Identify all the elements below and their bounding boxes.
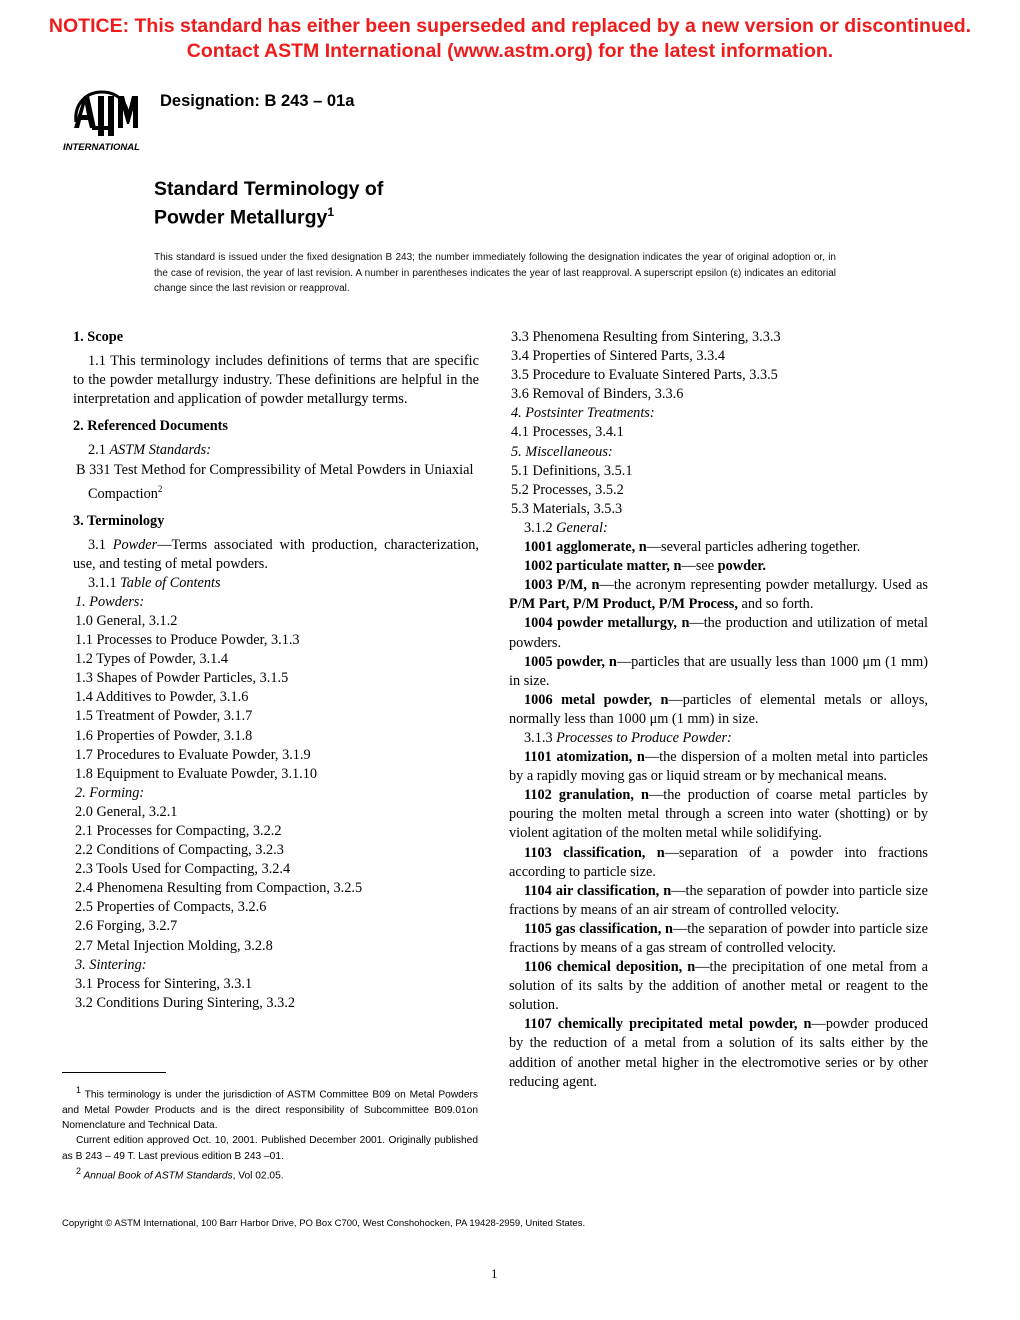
definition-text: —the separation of powder into particle size fractions by means of an air stream of controlled velocity.: [509, 882, 928, 918]
toc-item: 5.3 Materials, 3.5.3: [511, 500, 623, 517]
toc-item: 2.7 Metal Injection Molding, 3.2.8: [75, 937, 273, 954]
toc-item: 2.0 General, 3.2.1: [75, 803, 178, 820]
footnote-2: [62, 1164, 478, 1184]
refdocs-subheading: [73, 441, 479, 460]
toc-item: 2.1 Processes for Compacting, 3.2.2: [75, 823, 282, 840]
definition-text: —the production and utilization of metal powders.: [509, 615, 928, 651]
definition: [509, 557, 928, 576]
definition: [509, 882, 928, 920]
definition-term: 1006 metal powder, n: [524, 691, 669, 708]
proc-num: 3.1.3: [524, 729, 557, 746]
refdocs-heading: 2. Referenced Documents: [73, 418, 228, 435]
def-1003-text: —the acronym representing powder metallurgy. Used as: [599, 577, 928, 594]
definition-term: 1001 agglomerate, n: [524, 539, 647, 556]
toc-item: 3.5 Procedure to Evaluate Sintered Parts, 3.3.5: [511, 367, 778, 384]
supersession-notice: [0, 14, 1020, 64]
toc-item: 2. Forming:: [75, 784, 145, 801]
toc-item: 3. Sintering:: [75, 956, 147, 973]
definition-text: —particles that are usually less than 1000 μm (1 mm) in size.: [509, 653, 928, 689]
toc-item: 2.3 Tools Used for Compacting, 3.2.4: [75, 861, 291, 878]
scope-heading: 1. Scope: [73, 329, 124, 345]
copyright: Copyright © ASTM International, 100 Barr Harbor Drive, PO Box C700, West Conshohocken, PA 19428-2959, United States.: [62, 1218, 586, 1229]
toc-heading: [73, 574, 479, 593]
footnote-1-text: This terminology is under the jurisdiction of ASTM Committee B09 on Metal Powders and Metal Powder Products and is the direct responsibility of Subcommittee B09.01on Nomenclature and Technical Data.: [62, 1089, 478, 1131]
designation: Designation: B 243 – 01a: [160, 92, 355, 110]
definition-text: —the precipitation of one metal from a solution of its salts by the addition of another metal or reagent to the solution.: [509, 959, 929, 1014]
toc-item: 1.5 Treatment of Powder, 3.1.7: [75, 708, 253, 725]
toc-list-right: [509, 328, 928, 519]
term-31-text: —Terms associated with production, characterization, use, and testing of metal powders.: [73, 536, 479, 572]
definition: [509, 958, 928, 1015]
refdocs-item-text: B 331 Test Method for Compressibility of Metal Powders in Uniaxial Compaction: [76, 461, 474, 502]
page-number: 1: [491, 1266, 498, 1281]
general-heading: [509, 519, 928, 538]
definition-text: —the separation of powder into particle size fractions by means of a gas stream of controlled velocity.: [509, 920, 928, 956]
toc-item: 1.0 General, 3.1.2: [75, 612, 178, 629]
definition: [509, 844, 928, 882]
definition-term: 1104 air classification, n: [524, 882, 672, 899]
scope-text: 1.1 This terminology includes definitions of terms that are specific to the powder metallurgy industry. These definitions are helpful in the interpretation and application of powder metallurgy terms.: [73, 353, 479, 408]
refdocs-item: [73, 461, 479, 504]
definition-text: —see: [681, 558, 718, 575]
footnote-1b: Current edition approved Oct. 10, 2001. Published December 2001. Originally published as B 243 – 49 T. Last previous edition B 243 –01.: [62, 1135, 478, 1162]
astm-logo: [62, 82, 144, 154]
definitions-group-b: [509, 614, 928, 729]
toc-item: 1.8 Equipment to Evaluate Powder, 3.1.10: [75, 765, 318, 782]
title-footnote-mark: 1: [327, 205, 335, 219]
definition-term: 1102 granulation, n: [524, 787, 649, 804]
def-1003-tail: and so forth.: [737, 596, 814, 613]
terminology-3-1: [73, 536, 479, 574]
toc-item: 2.6 Forging, 3.2.7: [75, 918, 178, 935]
toc-item: 1.6 Properties of Powder, 3.1.8: [75, 727, 253, 744]
definition-term: 1107 chemically precipitated metal powder, n: [524, 1016, 812, 1033]
notice-line-1: NOTICE: This standard has either been superseded and replaced by a new version or discontinued.: [48, 15, 972, 37]
general-num: 3.1.2: [524, 519, 557, 536]
def-1003-bold: P/M Part, P/M Product, P/M Process,: [509, 596, 738, 613]
footnotes: [62, 1083, 478, 1184]
definition: [509, 748, 928, 786]
term-31-num: 3.1: [88, 536, 113, 553]
document-title: [154, 178, 383, 230]
definition-text: —separation of a powder into fractions according to particle size.: [509, 844, 928, 880]
definition-term: 1101 atomization, n: [524, 749, 645, 766]
toc-item: 1.1 Processes to Produce Powder, 3.1.3: [75, 632, 300, 649]
definition: [509, 653, 928, 691]
refdocs-item-mark: 2: [157, 483, 163, 494]
toc-item: 3.4 Properties of Sintered Parts, 3.3.4: [511, 348, 726, 365]
definition-reference: powder.: [717, 558, 766, 575]
definition: [509, 786, 928, 843]
footnote-2-tail: , Vol 02.05.: [232, 1170, 284, 1182]
footnote-rule: [62, 1072, 166, 1073]
toc-item: 2.5 Properties of Compacts, 3.2.6: [75, 899, 267, 916]
toc-item: 2.4 Phenomena Resulting from Compaction, 3.2.5: [75, 880, 363, 897]
definition-1003: [509, 576, 928, 614]
toc-item: 5. Miscellaneous:: [511, 443, 613, 460]
term-31-label: Powder: [112, 536, 158, 553]
terminology-heading: 3. Terminology: [73, 512, 165, 529]
definition-text: —powder produced by the reduction of a metal from a solution of its salts either by the addition of another metal higher in the electromotive series or by other reducing agent.: [509, 1016, 928, 1090]
definition: [509, 614, 928, 652]
footnote-1: [62, 1083, 478, 1133]
term-1003: 1003 P/M, n: [524, 577, 600, 594]
definition-term: 1103 classification, n: [524, 844, 665, 861]
toc-label: Table of Contents: [120, 574, 221, 591]
toc-num: 3.1.1: [88, 574, 121, 591]
definition-text: —particles of elemental metals or alloys, normally less than 1000 μm (1 mm) in size.: [509, 691, 929, 727]
proc-label: Processes to Produce Powder:: [556, 729, 732, 746]
preamble: This standard is issued under the fixed designation B 243; the number immediately following the designation indicates the year of original adoption or, in the case of revision, the year of last revision. A number in parentheses indicates the year of last reapproval. A superscript epsilon (ε) indicates an editorial change since the last revision or reapproval.: [154, 252, 836, 294]
toc-item: 1.7 Procedures to Evaluate Powder, 3.1.9: [75, 746, 311, 763]
definition: [509, 691, 928, 729]
definition-term: 1005 powder, n: [524, 653, 617, 670]
definition-term: 1004 powder metallurgy, n: [524, 615, 690, 632]
definitions-group-c: [509, 748, 928, 1092]
toc-item: 4.1 Processes, 3.4.1: [511, 424, 624, 441]
definition: [509, 538, 928, 557]
definitions-group-a: [509, 538, 928, 576]
footnote-2-italic: Annual Book of ASTM Standards: [81, 1170, 233, 1182]
right-column: [509, 328, 928, 1092]
refdocs-sub-num: 2.1: [88, 442, 110, 459]
title-line-2: Powder Metallurgy: [154, 206, 328, 229]
definition-text: —several particles adhering together.: [646, 539, 861, 556]
processes-heading: [509, 729, 928, 748]
definition-term: 1002 particulate matter, n: [524, 558, 682, 575]
definition-term: 1106 chemical deposition, n: [524, 959, 696, 976]
left-column: [73, 328, 479, 1013]
footnote-1-mark: 1: [76, 1085, 82, 1095]
notice-line-2: Contact ASTM International (www.astm.org) for the latest information.: [186, 40, 834, 62]
toc-item: 1.4 Additives to Powder, 3.1.6: [75, 689, 249, 706]
toc-item: 3.2 Conditions During Sintering, 3.3.2: [75, 994, 296, 1011]
toc-item: 3.3 Phenomena Resulting from Sintering, 3.3.3: [511, 329, 781, 345]
toc-item: 5.2 Processes, 3.5.2: [511, 481, 624, 498]
toc-item: 1.3 Shapes of Powder Particles, 3.1.5: [75, 670, 289, 687]
general-label: General:: [556, 519, 608, 536]
toc-list-left: [73, 593, 479, 1013]
definition-text: —the production of coarse metal particles by pouring the molten metal through a screen into water (shotting) or by violent agitation of the molten metal while solidifying.: [509, 787, 928, 842]
definition: [509, 920, 928, 958]
toc-item: 5.1 Definitions, 3.5.1: [511, 462, 633, 479]
definition: [509, 1015, 928, 1091]
refdocs-sub-label: ASTM Standards:: [109, 442, 211, 459]
toc-item: 4. Postsinter Treatments:: [511, 405, 655, 422]
definition-text: —the dispersion of a molten metal into particles by a rapidly moving gas or liquid stream or by mechanical means.: [509, 749, 928, 785]
toc-item: 1.2 Types of Powder, 3.1.4: [75, 651, 229, 668]
toc-item: 2.2 Conditions of Compacting, 3.2.3: [75, 842, 284, 859]
title-line-1: Standard Terminology of: [154, 178, 384, 200]
toc-item: 3.1 Process for Sintering, 3.3.1: [75, 975, 253, 992]
toc-item: 1. Powders:: [75, 593, 145, 610]
logo-caption: INTERNATIONAL: [63, 142, 140, 153]
toc-item: 3.6 Removal of Binders, 3.3.6: [511, 386, 684, 403]
definition-term: 1105 gas classification, n: [524, 920, 673, 937]
footnote-2-mark: 2: [76, 1165, 82, 1176]
